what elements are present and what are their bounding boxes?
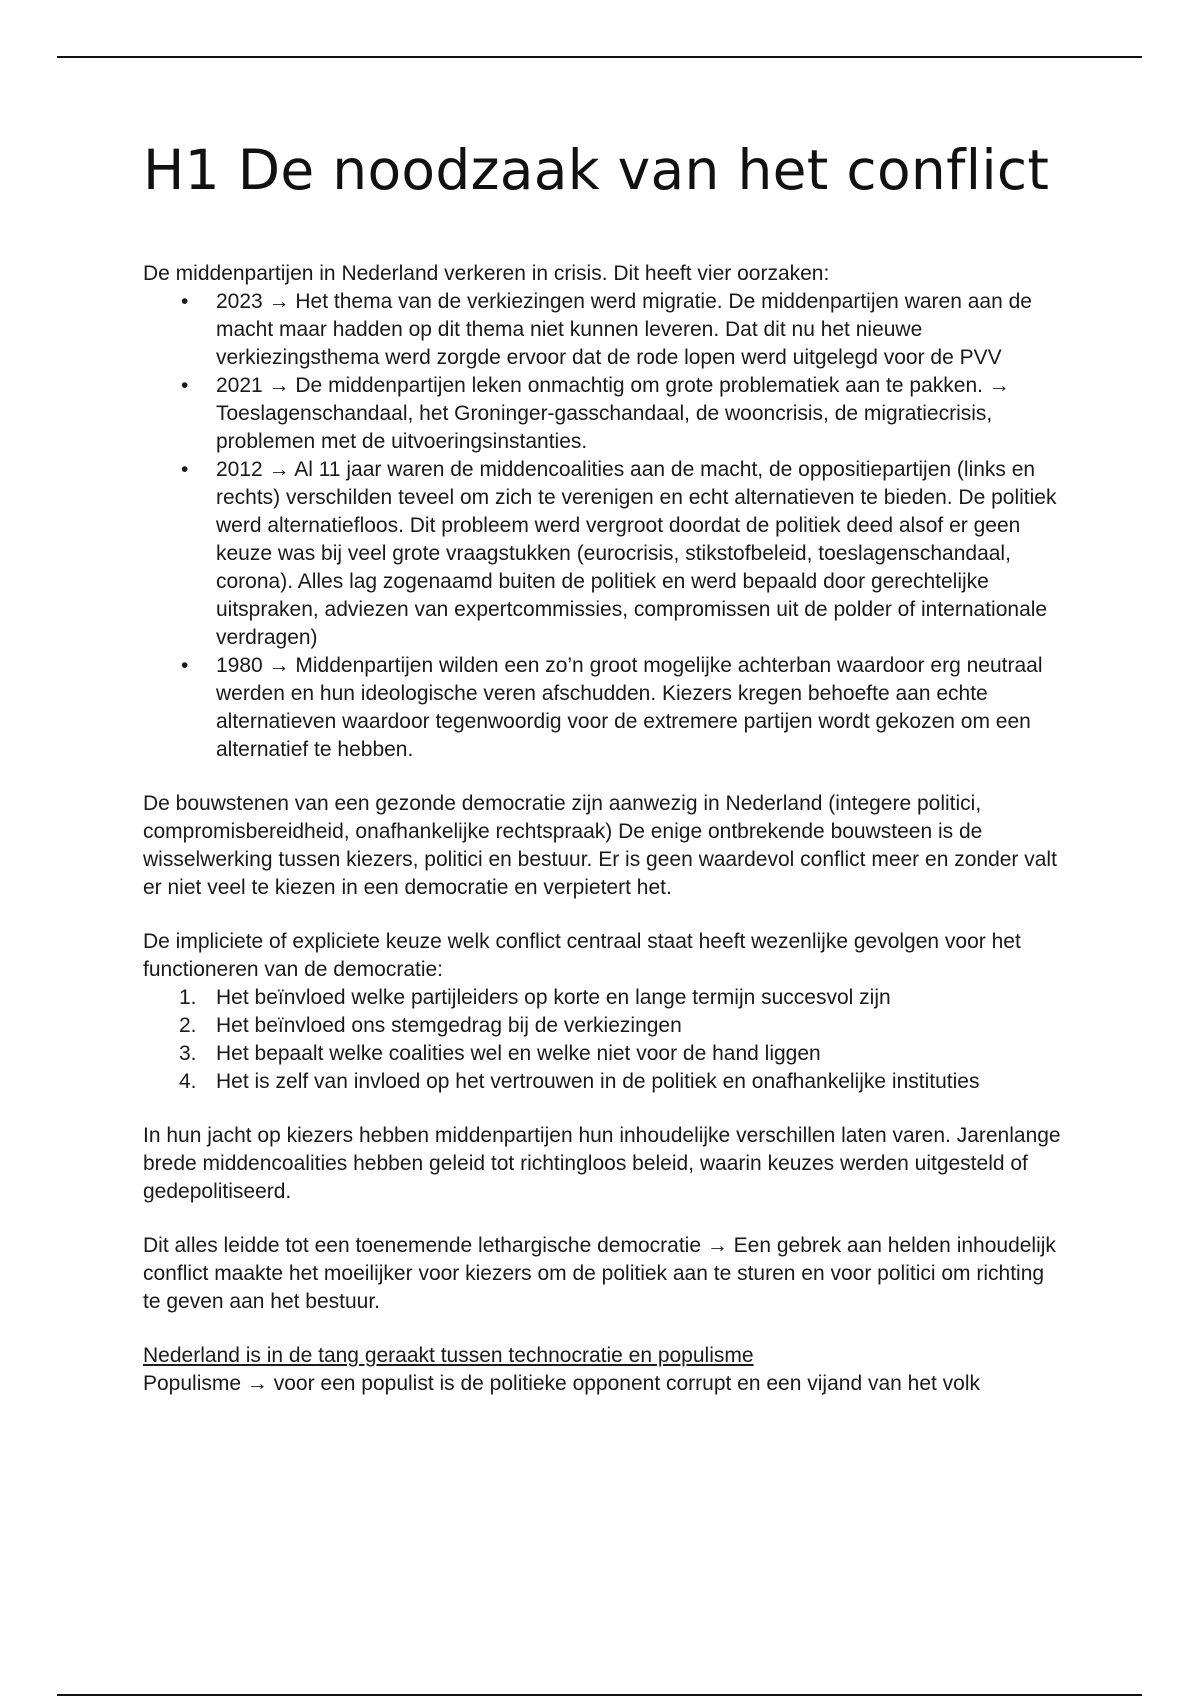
- list-number: 4.: [179, 1070, 197, 1093]
- lethargic-democracy-paragraph: Dit alles leidde tot een toenemende lethargische democratie → Een gebrek aan helden inhoudelijk conflict maakte het moeilijker voor kiezers om de politiek aan te sturen en voor politici om richting te geven aan het bestuur.: [143, 1234, 1056, 1313]
- list-item-text: Het beïnvloed ons stemgedrag bij de verkiezingen: [216, 1014, 682, 1037]
- list-item: [143, 652, 1063, 764]
- building-blocks-paragraph: De bouwstenen van een gezonde democratie zijn aanwezig in Nederland (integere politici, compromisbereidheid, onafhankelijke rechtspraak) De enige ontbrekende bouwsteen is de wisselwerking tussen kiezers, politici en bestuur. Er is geen waardevol conflict meer en zonder valt er niet veel te kiezen in een democratie en verpietert het.: [143, 792, 1057, 899]
- spacer: [143, 1316, 1063, 1342]
- list-item: [143, 984, 1063, 1012]
- consequences-list: [143, 984, 1063, 1096]
- list-item-text: 2023 → Het thema van de verkiezingen werd migratie. De middenpartijen waren aan de macht maar hadden op dit thema niet kunnen leveren. Dat dit nu het nieuwe verkiezingsthema werd zorgde ervoor dat de rode lopen werd uitgelegd voor de PVV: [216, 290, 1032, 369]
- bullet-icon: •: [181, 290, 189, 313]
- list-item: [143, 1040, 1063, 1068]
- bullet-icon: •: [181, 654, 189, 677]
- bullet-icon: •: [181, 374, 189, 397]
- header-rule: [57, 56, 1142, 58]
- list-item-text: Het beïnvloed welke partijleiders op korte en lange termijn succesvol zijn: [216, 986, 891, 1009]
- page-title: H1 De noodzaak van het conflict: [143, 138, 1050, 202]
- list-item: [143, 1012, 1063, 1040]
- document-body: [143, 138, 1063, 1398]
- list-item-text: Het bepaalt welke coalities wel en welke niet voor de hand liggen: [216, 1042, 821, 1065]
- spacer: [143, 902, 1063, 928]
- list-number: 2.: [179, 1014, 197, 1037]
- list-item: [143, 1068, 1063, 1096]
- bullet-icon: •: [181, 458, 189, 481]
- list-number: 3.: [179, 1042, 197, 1065]
- section-subheading: Nederland is in de tang geraakt tussen technocratie en populisme: [143, 1344, 754, 1367]
- populism-paragraph: Populisme → voor een populist is de politieke opponent corrupt en een vijand van het volk: [143, 1372, 981, 1395]
- list-item-text: 2012 → Al 11 jaar waren de middencoalities aan de macht, de oppositiepartijen (links en rechts) verschilden teveel om zich te verenigen en echt alternatieven te bieden. De politiek werd alternatiefloos. Dit probleem werd vergroot doordat de politiek deed alsof er geen keuze was bij veel grote vraagstukken (eurocrisis, stikstofbeleid, toeslagenschandaal, corona). Alles lag zogenaamd buiten de politiek en werd bepaald door gerechtelijke uitspraken, adviezen van expertcommissies, compromissen uit de polder of internationale verdragen): [216, 458, 1057, 649]
- list-item-text: Het is zelf van invloed op het vertrouwen in de politiek en onafhankelijke instituties: [216, 1070, 980, 1093]
- list-item: [143, 456, 1063, 652]
- causes-list: [143, 288, 1063, 764]
- list-item: [143, 372, 1063, 456]
- spacer: [143, 764, 1063, 790]
- list-item-text: 1980 → Middenpartijen wilden een zo’n groot mogelijke achterban waardoor erg neutraal werden en hun ideologische veren afschudden. Kiezers kregen behoefte aan echte alternatieven waardoor tegenwoordig voor de extremere partijen wordt gekozen om een alternatief te hebben.: [216, 654, 1043, 761]
- spacer: [143, 1096, 1063, 1122]
- intro-paragraph: De middenpartijen in Nederland verkeren in crisis. Dit heeft vier oorzaken:: [143, 262, 830, 285]
- list-item: [143, 288, 1063, 372]
- footer-rule: [57, 1694, 1142, 1696]
- voter-hunt-paragraph: In hun jacht op kiezers hebben middenpartijen hun inhoudelijke verschillen laten varen. Jarenlange brede middencoalities hebben geleid tot richtingloos beleid, waarin keuzes werden uitgesteld of gedepolitiseerd.: [143, 1124, 1061, 1203]
- spacer: [143, 1206, 1063, 1232]
- conflict-choice-paragraph: De impliciete of expliciete keuze welk conflict centraal staat heeft wezenlijke gevolgen voor het functioneren van de democratie:: [143, 930, 1021, 981]
- list-item-text: 2021 → De middenpartijen leken onmachtig om grote problematiek aan te pakken. → Toeslagenschandaal, het Groninger-gasschandaal, de wooncrisis, de migratiecrisis, problemen met de uitvoeringsinstanties.: [216, 374, 1010, 453]
- list-number: 1.: [179, 986, 197, 1009]
